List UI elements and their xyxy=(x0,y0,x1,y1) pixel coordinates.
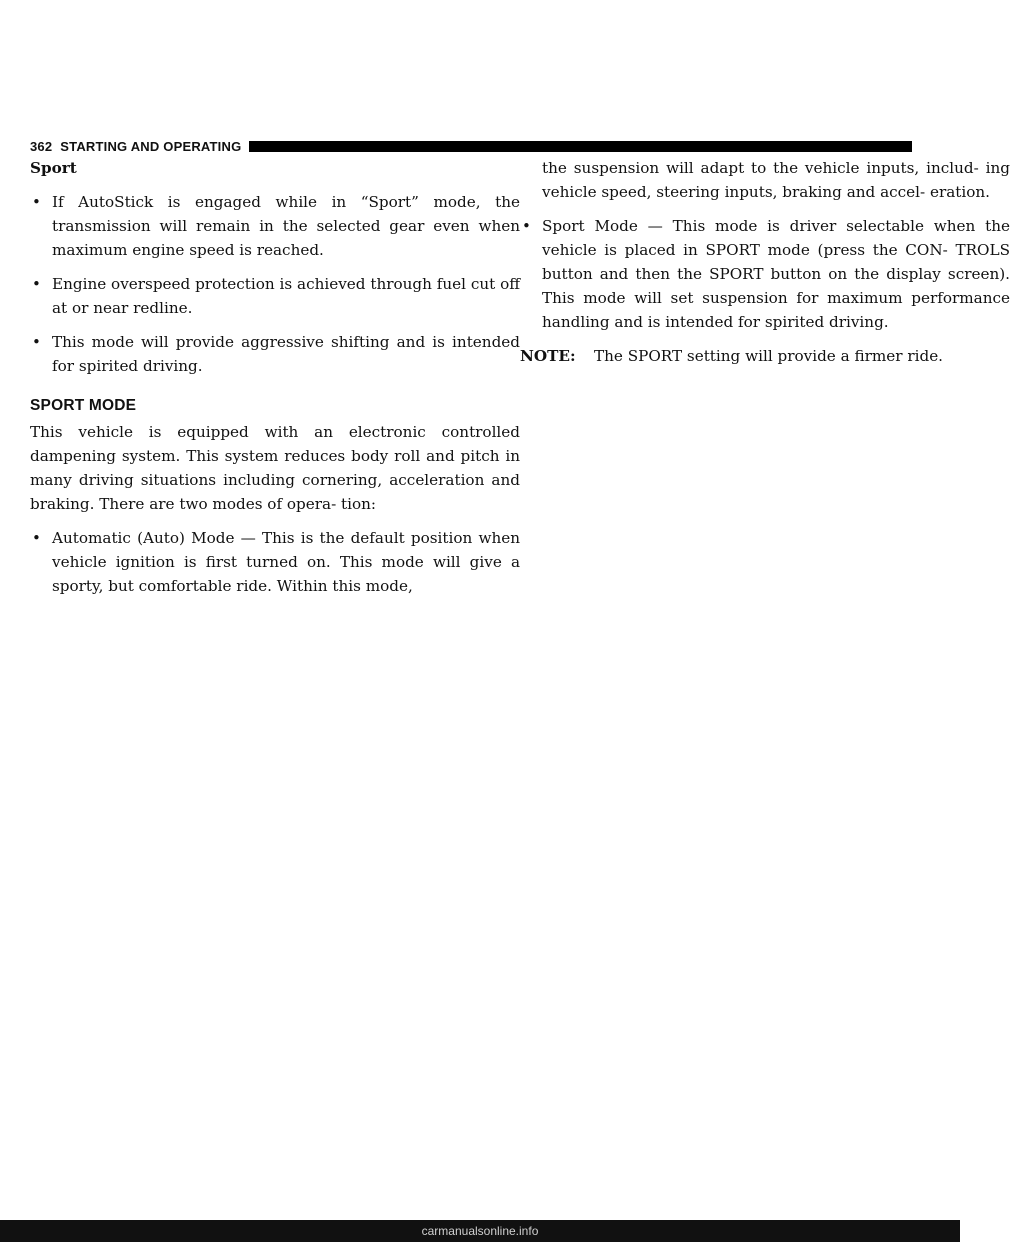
continued-paragraph: the suspension will adapt to the vehicle inputs, includ- ing vehicle speed, steering inputs, braking and accel- eration. xyxy=(542,159,1010,201)
note-block xyxy=(520,344,1010,368)
bullet-icon: • xyxy=(32,529,41,547)
list-item: • This mode will provide aggressive shifting and is intended for spirited driving. xyxy=(30,330,520,378)
sport-bullet-list xyxy=(30,190,520,378)
watermark-text: carmanualsonline.info xyxy=(421,1224,539,1238)
page-header xyxy=(30,136,912,156)
bullet-icon: • xyxy=(32,275,41,293)
header-rule xyxy=(249,141,912,152)
bullet-icon: • xyxy=(32,193,41,211)
list-item: • If AutoStick is engaged while in “Sport” mode, the transmission will remain in the selected gear even when maximum engine speed is reached. xyxy=(30,190,520,262)
note-label: NOTE: xyxy=(520,347,576,365)
list-item: • Engine overspeed protection is achieved through fuel cut off at or near redline. xyxy=(30,272,520,320)
body-paragraph: This vehicle is equipped with an electronic controlled dampening system. This system reduces body roll and pitch in many driving situations including cornering, acceleration and braking. There are two modes of opera- tion: xyxy=(30,423,520,513)
list-item: • Automatic (Auto) Mode — This is the default position when vehicle ignition is first turned on. This mode will give a sporty, but comfortable ride. Within this mode, xyxy=(30,526,520,598)
section-heading-sport-mode: SPORT MODE xyxy=(30,397,137,414)
list-item: • Sport Mode — This mode is driver selectable when the vehicle is placed in SPORT mode (press the CON- TROLS button and then the SPORT button on the display screen). This mode will set suspension for maximum performance handling and is intended for spirited driving. xyxy=(520,214,1010,334)
runin-title-sport: Sport xyxy=(30,159,77,177)
bullet-icon: • xyxy=(32,333,41,351)
section-title: STARTING AND OPERATING xyxy=(60,138,242,154)
right-column xyxy=(520,156,1010,368)
watermark-bar xyxy=(0,1220,960,1242)
left-column xyxy=(30,156,520,608)
bullet-icon: • xyxy=(522,217,531,235)
page-number: 362 xyxy=(30,138,53,154)
mode-bullet-list-2 xyxy=(520,214,1010,334)
mode-bullet-list xyxy=(30,526,520,598)
note-text: The SPORT setting will provide a firmer ride. xyxy=(594,347,944,365)
